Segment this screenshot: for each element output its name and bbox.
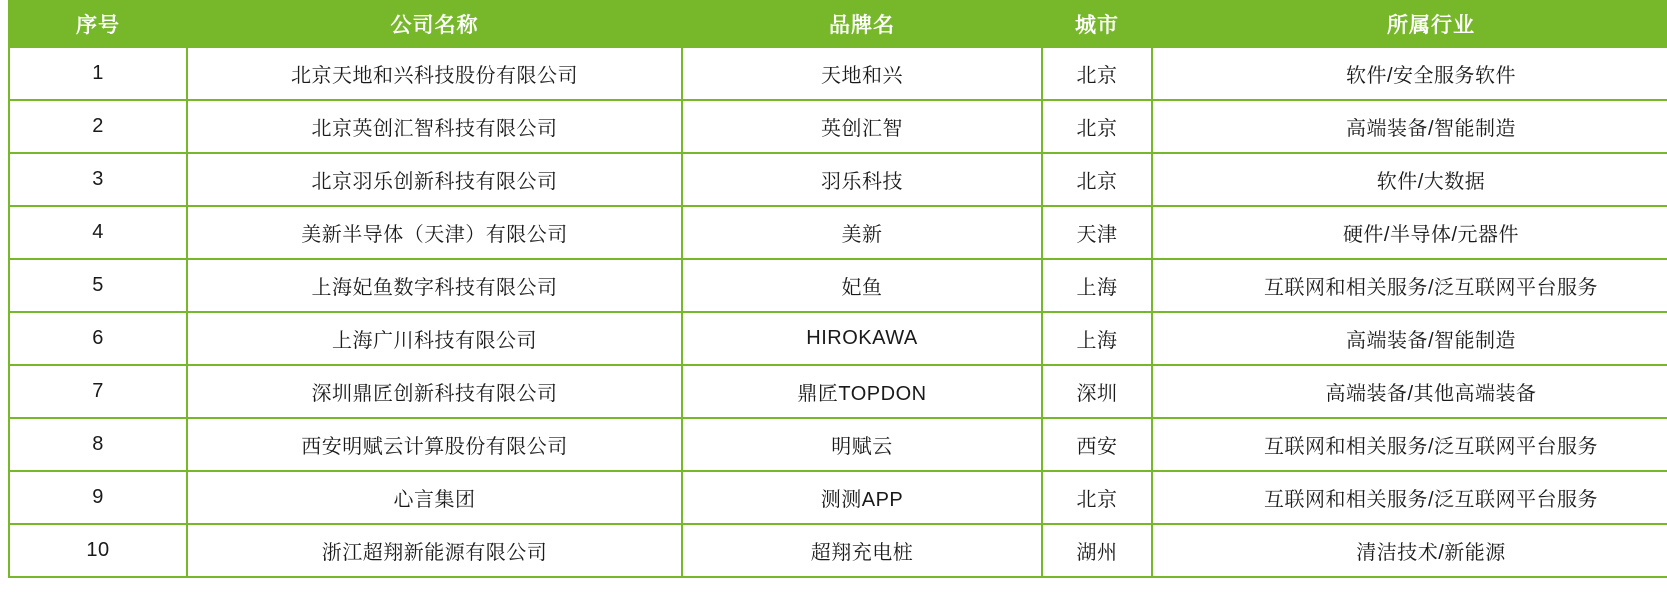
cell-index: 1 xyxy=(9,47,187,100)
table-row xyxy=(9,153,1667,206)
table-row xyxy=(9,47,1667,100)
cell-index: 9 xyxy=(9,471,187,524)
table-row xyxy=(9,312,1667,365)
table-row xyxy=(9,524,1667,577)
table-row xyxy=(9,471,1667,524)
cell-company: 上海妃鱼数字科技有限公司 xyxy=(187,259,682,312)
table-row xyxy=(9,365,1667,418)
cell-index: 4 xyxy=(9,206,187,259)
cell-index: 7 xyxy=(9,365,187,418)
table-row xyxy=(9,206,1667,259)
cell-company: 北京英创汇智科技有限公司 xyxy=(187,100,682,153)
cell-city: 北京 xyxy=(1042,47,1152,100)
cell-brand: 超翔充电桩 xyxy=(682,524,1042,577)
cell-index: 3 xyxy=(9,153,187,206)
cell-brand: HIROKAWA xyxy=(682,312,1042,365)
column-header-brand: 品牌名 xyxy=(682,1,1042,47)
cell-company: 美新半导体（天津）有限公司 xyxy=(187,206,682,259)
column-header-company: 公司名称 xyxy=(187,1,682,47)
cell-index: 8 xyxy=(9,418,187,471)
cell-industry: 高端装备/智能制造 xyxy=(1152,100,1667,153)
cell-city: 北京 xyxy=(1042,471,1152,524)
cell-industry: 高端装备/智能制造 xyxy=(1152,312,1667,365)
cell-industry: 互联网和相关服务/泛互联网平台服务 xyxy=(1152,471,1667,524)
cell-city: 天津 xyxy=(1042,206,1152,259)
column-header-city: 城市 xyxy=(1042,1,1152,47)
cell-city: 北京 xyxy=(1042,100,1152,153)
cell-company: 浙江超翔新能源有限公司 xyxy=(187,524,682,577)
column-header-industry: 所属行业 xyxy=(1152,1,1667,47)
cell-industry: 清洁技术/新能源 xyxy=(1152,524,1667,577)
table-row xyxy=(9,100,1667,153)
cell-city: 深圳 xyxy=(1042,365,1152,418)
cell-industry: 硬件/半导体/元器件 xyxy=(1152,206,1667,259)
cell-city: 上海 xyxy=(1042,259,1152,312)
cell-industry: 软件/大数据 xyxy=(1152,153,1667,206)
cell-company: 西安明赋云计算股份有限公司 xyxy=(187,418,682,471)
cell-index: 10 xyxy=(9,524,187,577)
cell-city: 北京 xyxy=(1042,153,1152,206)
cell-brand: 英创汇智 xyxy=(682,100,1042,153)
cell-brand: 天地和兴 xyxy=(682,47,1042,100)
cell-industry: 高端装备/其他高端装备 xyxy=(1152,365,1667,418)
cell-industry: 互联网和相关服务/泛互联网平台服务 xyxy=(1152,259,1667,312)
cell-industry: 软件/安全服务软件 xyxy=(1152,47,1667,100)
cell-brand: 美新 xyxy=(682,206,1042,259)
table-body xyxy=(9,47,1667,577)
cell-company: 心言集团 xyxy=(187,471,682,524)
table-row xyxy=(9,418,1667,471)
cell-industry: 互联网和相关服务/泛互联网平台服务 xyxy=(1152,418,1667,471)
cell-brand: 测测APP xyxy=(682,471,1042,524)
table-header-row xyxy=(9,1,1667,47)
cell-index: 2 xyxy=(9,100,187,153)
cell-brand: 妃鱼 xyxy=(682,259,1042,312)
cell-company: 北京羽乐创新科技有限公司 xyxy=(187,153,682,206)
cell-company: 北京天地和兴科技股份有限公司 xyxy=(187,47,682,100)
cell-index: 6 xyxy=(9,312,187,365)
cell-brand: 羽乐科技 xyxy=(682,153,1042,206)
cell-index: 5 xyxy=(9,259,187,312)
company-table xyxy=(8,0,1667,578)
cell-brand: 明赋云 xyxy=(682,418,1042,471)
table-header xyxy=(9,1,1667,47)
column-header-index: 序号 xyxy=(9,1,187,47)
table-row xyxy=(9,259,1667,312)
cell-brand: 鼎匠TOPDON xyxy=(682,365,1042,418)
cell-company: 上海广川科技有限公司 xyxy=(187,312,682,365)
cell-city: 上海 xyxy=(1042,312,1152,365)
cell-city: 西安 xyxy=(1042,418,1152,471)
cell-city: 湖州 xyxy=(1042,524,1152,577)
cell-company: 深圳鼎匠创新科技有限公司 xyxy=(187,365,682,418)
